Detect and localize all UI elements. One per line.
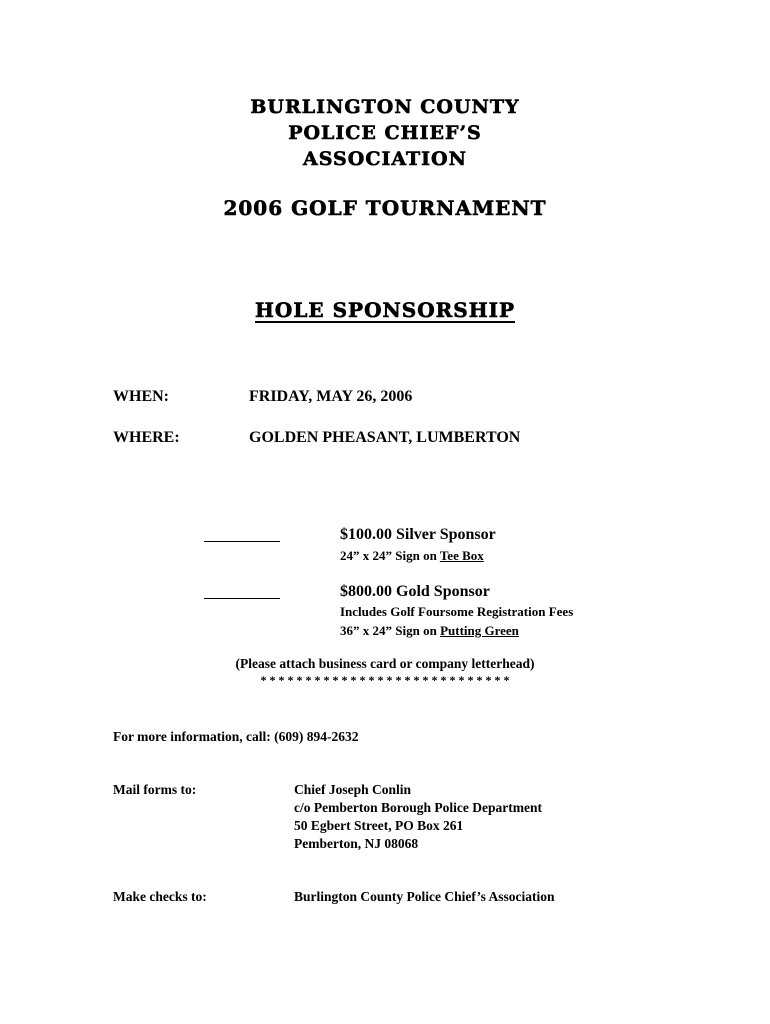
where-value: GOLDEN PHEASANT, LUMBERTON	[249, 429, 521, 446]
gold-sponsor-blank[interactable]	[204, 598, 280, 599]
mail-line: c/o Pemberton Borough Police Department	[294, 800, 542, 815]
attach-note: (Please attach business card or company letterhead)	[235, 656, 535, 671]
event-title: 2006 GOLF TOURNAMENT	[223, 196, 547, 220]
gold-sponsor-detail-1: Includes Golf Foursome Registration Fees	[340, 604, 574, 619]
gold-sponsor-detail-2	[340, 621, 519, 640]
when-label: WHEN:	[113, 388, 169, 405]
where-label: WHERE:	[113, 429, 180, 446]
org-name-line-3: ASSOCIATION	[303, 148, 467, 170]
silver-detail-text: 24” x 24” Sign on	[340, 548, 440, 563]
mail-line: Chief Joseph Conlin	[294, 782, 412, 797]
gold-sponsor-title: $800.00 Gold Sponsor	[340, 583, 490, 600]
when-value: FRIDAY, MAY 26, 2006	[249, 388, 413, 405]
mail-address	[294, 781, 542, 853]
section-title: HOLE SPONSORSHIP	[255, 298, 515, 322]
silver-sponsor-blank[interactable]	[204, 541, 280, 542]
info-line: For more information, call: (609) 894-2632	[113, 729, 359, 744]
checks-payee: Burlington County Police Chief’s Association	[294, 889, 555, 904]
checks-label: Make checks to:	[113, 889, 207, 904]
mail-line: 50 Egbert Street, PO Box 261	[294, 818, 464, 833]
org-name-line-2: POLICE CHIEF’S	[288, 122, 482, 144]
org-name-line-1: BURLINGTON COUNTY	[250, 96, 520, 118]
tee-box-text: Tee Box	[439, 548, 484, 563]
mail-line: Pemberton, NJ 08068	[294, 836, 419, 851]
silver-sponsor-title: $100.00 Silver Sponsor	[340, 526, 496, 543]
mail-label: Mail forms to:	[113, 782, 197, 797]
putting-green-text: Putting Green	[440, 623, 519, 638]
gold-detail-text: 36” x 24” Sign on	[340, 623, 441, 638]
silver-sponsor-detail	[340, 546, 484, 565]
star-divider: * * * * * * * * * * * * * * * * * * * * * * * * * * * *	[260, 673, 510, 687]
